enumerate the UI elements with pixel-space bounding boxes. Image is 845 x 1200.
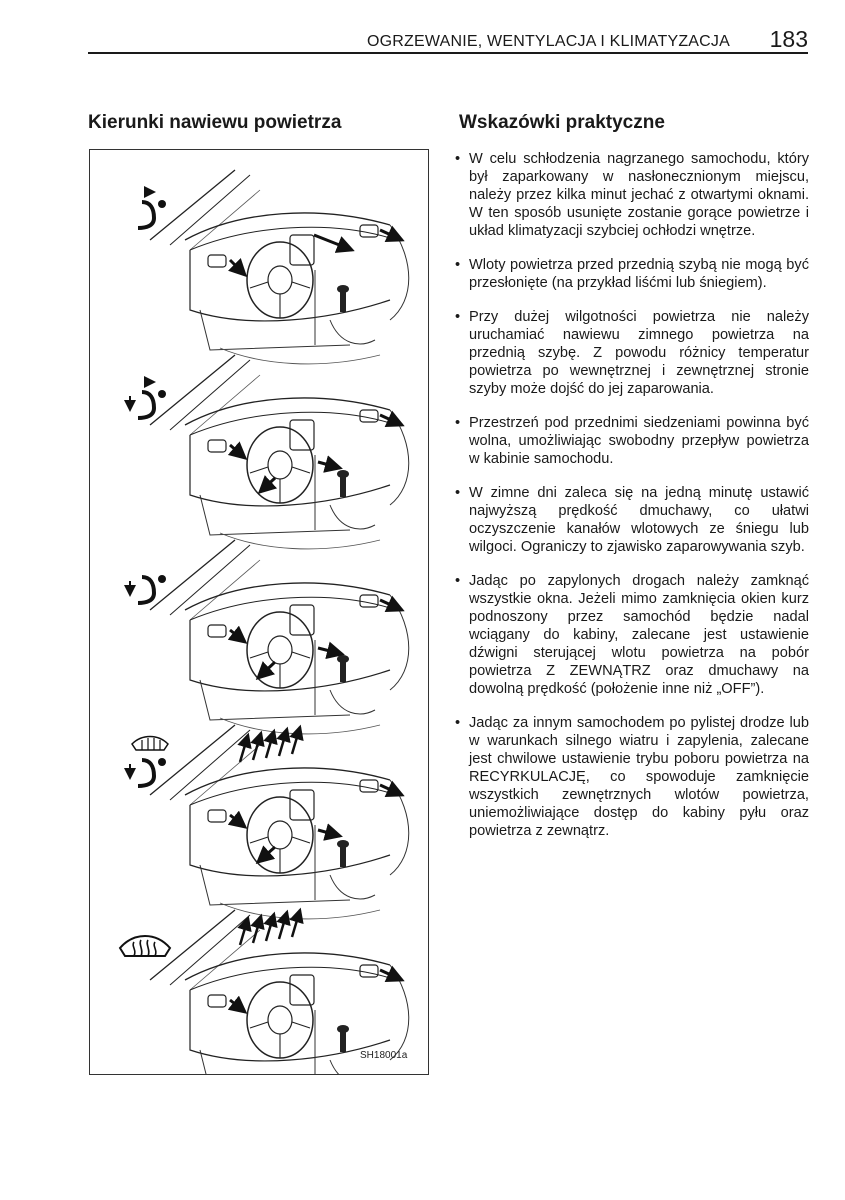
tip-item: • Wloty powietrza przed przednią szybą nie mogą być przesłonięte (na przykład liśćmi lub śniegiem). — [455, 257, 809, 291]
defrost-mode-icon — [120, 936, 170, 956]
face-vent-mode-icon — [138, 192, 166, 228]
tip-item: • W zimne dni zaleca się na jedną minutę ustawić najwyższą prędkość dmuchawy, co ułatwi oczyszczenie kanałów wlotowych ze śniegu lub wilgoci. Ograniczy to zjawisko zaparowywania szyb. — [455, 485, 809, 555]
tip-item: • W celu schłodzenia nagrzanego samochodu, który był zaparkowany w nasłonecznionym miejscu, należy przez kilka minut jechać z otwartymi oknami. W ten sposób usunięte zostanie gorące powietrze i układ klimatyzacji szybciej ochłodzi wnętrze. — [455, 151, 809, 239]
bi-level-mode-icon — [130, 382, 166, 418]
section-heading-tips: Wskazówki praktyczne — [459, 112, 665, 133]
foot-mode-icon — [130, 575, 166, 603]
airflow-figure — [89, 149, 429, 1075]
tip-item: • Jadąc za innym samochodem po pylistej drodze lub w warunkach silnego wiatru i zapylenia, zalecane jest chwilowe ustawienie trybu poboru powietrza na RECYRKULACJĘ, co spowoduje zamknięcie wszystkich zewnętrznych wlotów powietrza, uniemożliwiające dostęp do kabiny pyłu oraz powietrza z zewnątrz. — [455, 715, 809, 839]
page-header — [88, 26, 808, 54]
foot-defrost-mode-icon — [130, 737, 168, 787]
foot-defrost-mode-panel — [130, 725, 409, 919]
header-rule — [88, 52, 808, 54]
tip-item: • Przestrzeń pod przednimi siedzeniami powinna być wolna, umożliwiając swobodny przepływ powietrza w kabinie samochodu. — [455, 415, 809, 467]
face-vent-mode-panel — [138, 170, 409, 364]
tip-item: • Jadąc po zapylonych drogach należy zamknąć wszystkie okna. Jeżeli mimo zamknięcia okien kurz podnoszony przez samochód będzie nadal wciągany do kabiny, zalecane jest ustawienie dźwigni sterującej wlotu powietrza na pobór powietrza Z ZEWNĄTRZ oraz dmuchawy na dowolną prędkość (położenie inne niż „OFF”). — [455, 573, 809, 697]
tip-item: • Przy dużej wilgotności powietrza nie należy uruchamiać nawiewu zimnego powietrza na przednią szybę. Z powodu różnicy temperatur powietrza po wewnętrznej i zewnętrznej stronie szyby może dojść do jej zaparowania. — [455, 309, 809, 397]
bi-level-mode-panel — [130, 355, 409, 549]
chapter-title: OGRZEWANIE, WENTYLACJA I KLIMATYZACJA — [366, 33, 730, 50]
foot-mode-panel — [130, 540, 409, 734]
page-number: 183 — [769, 26, 808, 52]
section-heading-airflow: Kierunki nawiewu powietrza — [88, 112, 342, 133]
figure-code-label: SH18001a — [360, 1050, 408, 1061]
tips-list — [453, 150, 809, 856]
